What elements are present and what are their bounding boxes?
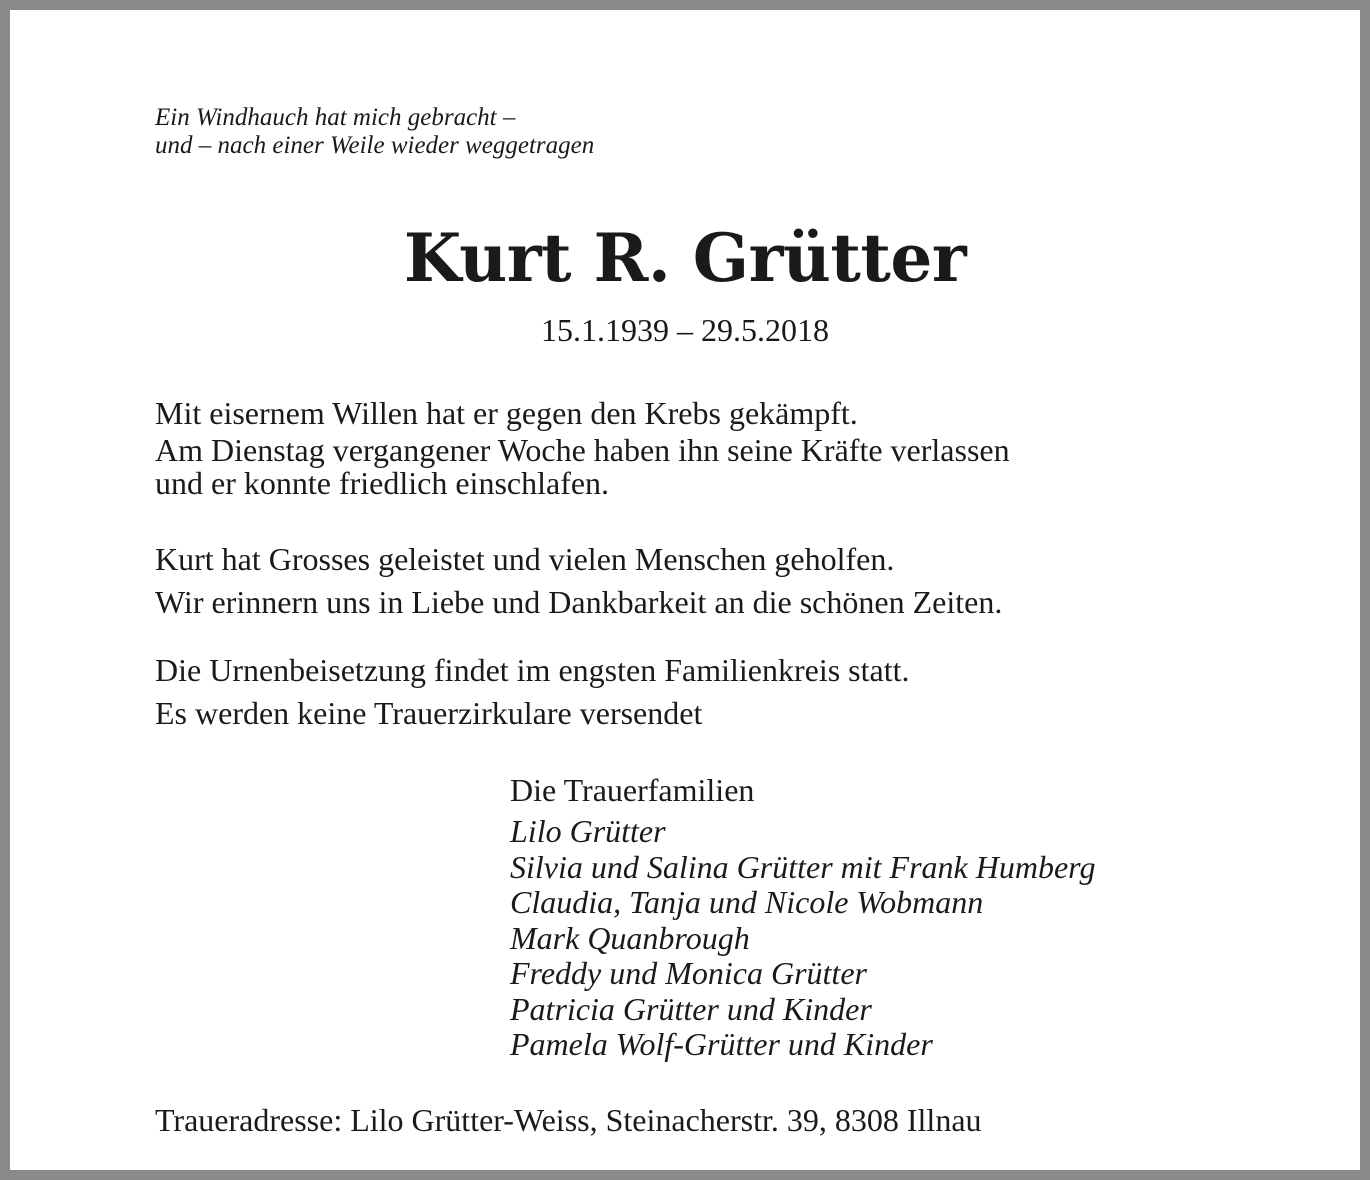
paragraph-line: Wir erinnern uns in Liebe und Dankbarkeit an die schönen Zeiten.: [155, 584, 1003, 620]
family-member: Patricia Grütter und Kinder: [510, 990, 872, 1027]
families-heading: Die Trauerfamilien: [510, 772, 755, 808]
life-dates: 15.1.1939 – 29.5.2018: [541, 312, 829, 348]
paragraph-line: Kurt hat Grosses geleistet und vielen Menschen geholfen.: [155, 541, 895, 577]
paragraph-line: Am Dienstag vergangener Woche haben ihn seine Kräfte verlassen: [155, 432, 1010, 468]
family-member: Lilo Grütter: [510, 813, 666, 849]
paragraph-burial: [155, 652, 909, 732]
mourning-families: [510, 770, 1095, 1063]
paragraph-remembrance: [155, 541, 1002, 621]
paragraph-line: und er konnte friedlich einschlafen.: [155, 465, 610, 501]
paragraph-line: Mit eisernem Willen hat er gegen den Krebs gekämpft.: [155, 395, 858, 431]
family-member: Claudia, Tanja und Nicole Wobmann: [510, 884, 984, 920]
deceased-name: Kurt R. Grütter: [403, 219, 967, 297]
family-member: Pamela Wolf-Grütter und Kinder: [510, 1026, 933, 1062]
motto-line: und – nach einer Weile wieder weggetragen: [155, 132, 595, 159]
motto-quote: [155, 104, 594, 160]
paragraph-line: Es werden keine Trauerzirkulare versendet: [155, 695, 703, 731]
motto-line: Ein Windhauch hat mich gebracht –: [155, 104, 516, 131]
family-member: Freddy und Monica Grütter: [510, 955, 867, 991]
family-member: Silvia und Salina Grütter mit Frank Humberg: [510, 848, 1096, 885]
mourning-address: Traueradresse: Lilo Grütter-Weiss, Steinacherstr. 39, 8308 Illnau: [155, 1102, 982, 1138]
paragraph-line: Die Urnenbeisetzung findet im engsten Familienkreis statt.: [155, 652, 910, 688]
paragraph-illness: [155, 395, 1010, 502]
family-member: Mark Quanbrough: [510, 919, 750, 956]
